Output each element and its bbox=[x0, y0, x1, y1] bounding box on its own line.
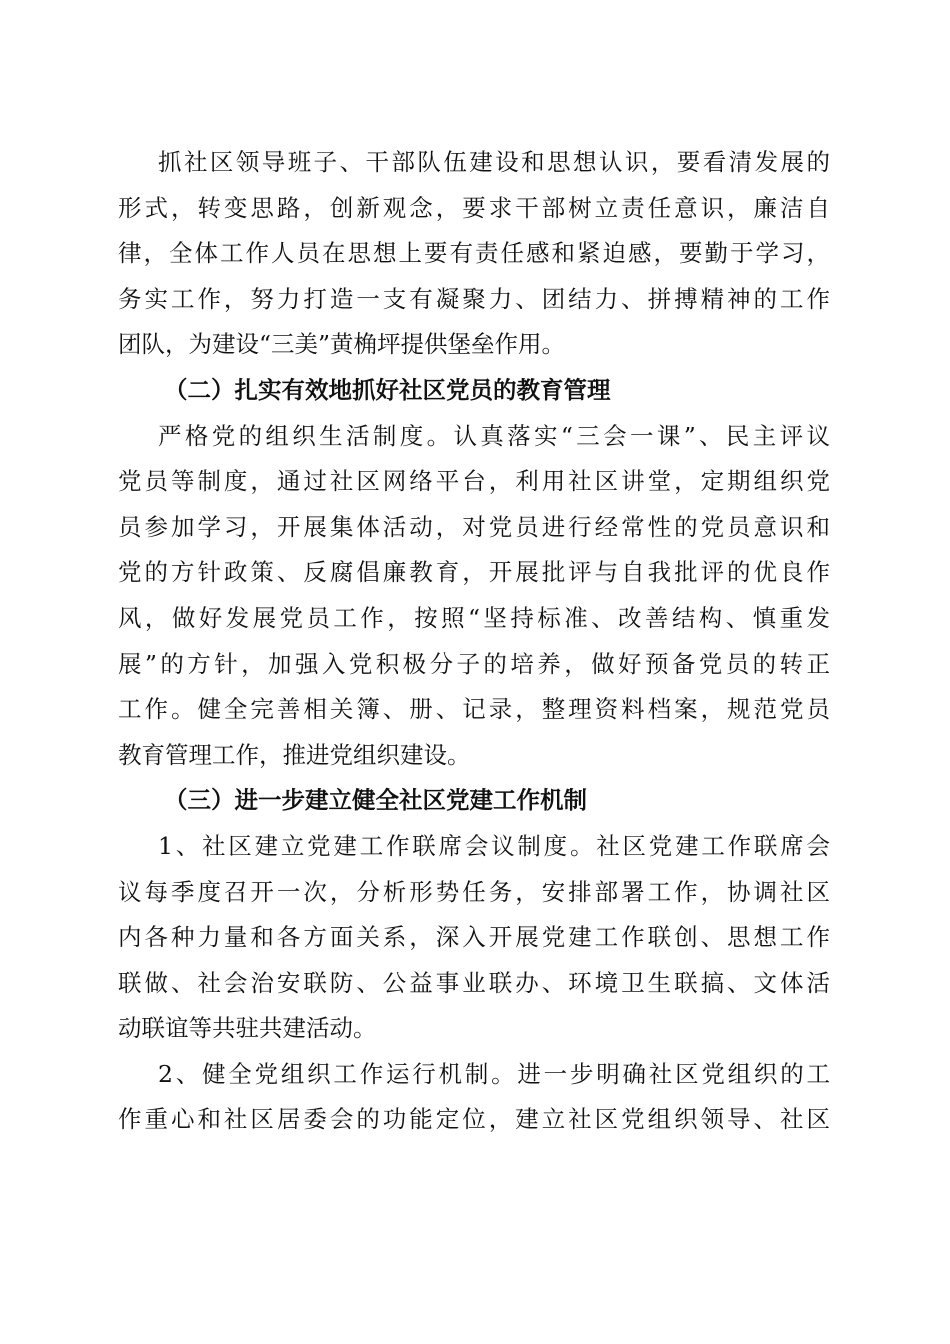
paragraph-2-line-5: 风，做好发展党员工作，按照“坚持标准、改善结构、慎重发 bbox=[118, 603, 830, 632]
paragraph-2-line-2: 党员等制度，通过社区网络平台，利用社区讲堂，定期组织党 bbox=[118, 467, 830, 496]
paragraph-2-line-8: 教育管理工作，推进党组织建设。 bbox=[118, 740, 471, 769]
paragraph-2-line-1: 严格党的组织生活制度。认真落实“三会一课”、民主评议 bbox=[158, 421, 830, 450]
paragraph-4-line-1: 2、健全党组织工作运行机制。进一步明确社区党组织的工 bbox=[158, 1059, 830, 1088]
paragraph-2-line-4: 党的方针政策、反腐倡廉教育，开展批评与自我批评的优良作 bbox=[118, 558, 830, 587]
paragraph-1-line-5: 团队，为建设“三美”黄桷坪提供堡垒作用。 bbox=[118, 330, 566, 359]
paragraph-2-line-7: 工作。健全完善相关簿、册、记录，整理资料档案，规范党员 bbox=[118, 695, 830, 724]
paragraph-4-line-2: 作重心和社区居委会的功能定位，建立社区党组织领导、社区 bbox=[118, 1105, 830, 1134]
paragraph-1-line-1: 抓社区领导班子、干部队伍建设和思想认识，要看清发展的 bbox=[158, 148, 830, 176]
paragraph-3-line-1: 1、社区建立党建工作联席会议制度。社区党建工作联席会 bbox=[158, 831, 830, 860]
section-heading-2: （二）扎实有效地抓好社区党员的教育管理 bbox=[164, 375, 611, 404]
paragraph-2-line-3: 员参加学习，开展集体活动，对党员进行经常性的党员意识和 bbox=[118, 512, 830, 541]
paragraph-3-line-4: 联做、社会治安联防、公益事业联办、环境卫生联搞、文体活 bbox=[118, 968, 830, 997]
paragraph-1-line-4: 务实工作，努力打造一支有凝聚力、团结力、拼搏精神的工作 bbox=[118, 284, 830, 313]
section-heading-3: （三）进一步建立健全社区党建工作机制 bbox=[164, 786, 587, 815]
document-body bbox=[118, 140, 830, 1143]
paragraph-3-line-5: 动联谊等共驻共建活动。 bbox=[118, 1014, 377, 1043]
paragraph-2-line-6: 展”的方针，加强入党积极分子的培养，做好预备党员的转正 bbox=[118, 649, 830, 678]
paragraph-1-line-2: 形式，转变思路，创新观念，要求干部树立责任意识，廉洁自 bbox=[118, 193, 830, 222]
paragraph-1-line-3: 律，全体工作人员在思想上要有责任感和紧迫感，要勤于学习， bbox=[118, 239, 830, 268]
paragraph-3-line-3: 内各种力量和各方面关系，深入开展党建工作联创、思想工作 bbox=[118, 923, 830, 952]
paragraph-3-line-2: 议每季度召开一次，分析形势任务，安排部署工作，协调社区 bbox=[118, 877, 830, 906]
